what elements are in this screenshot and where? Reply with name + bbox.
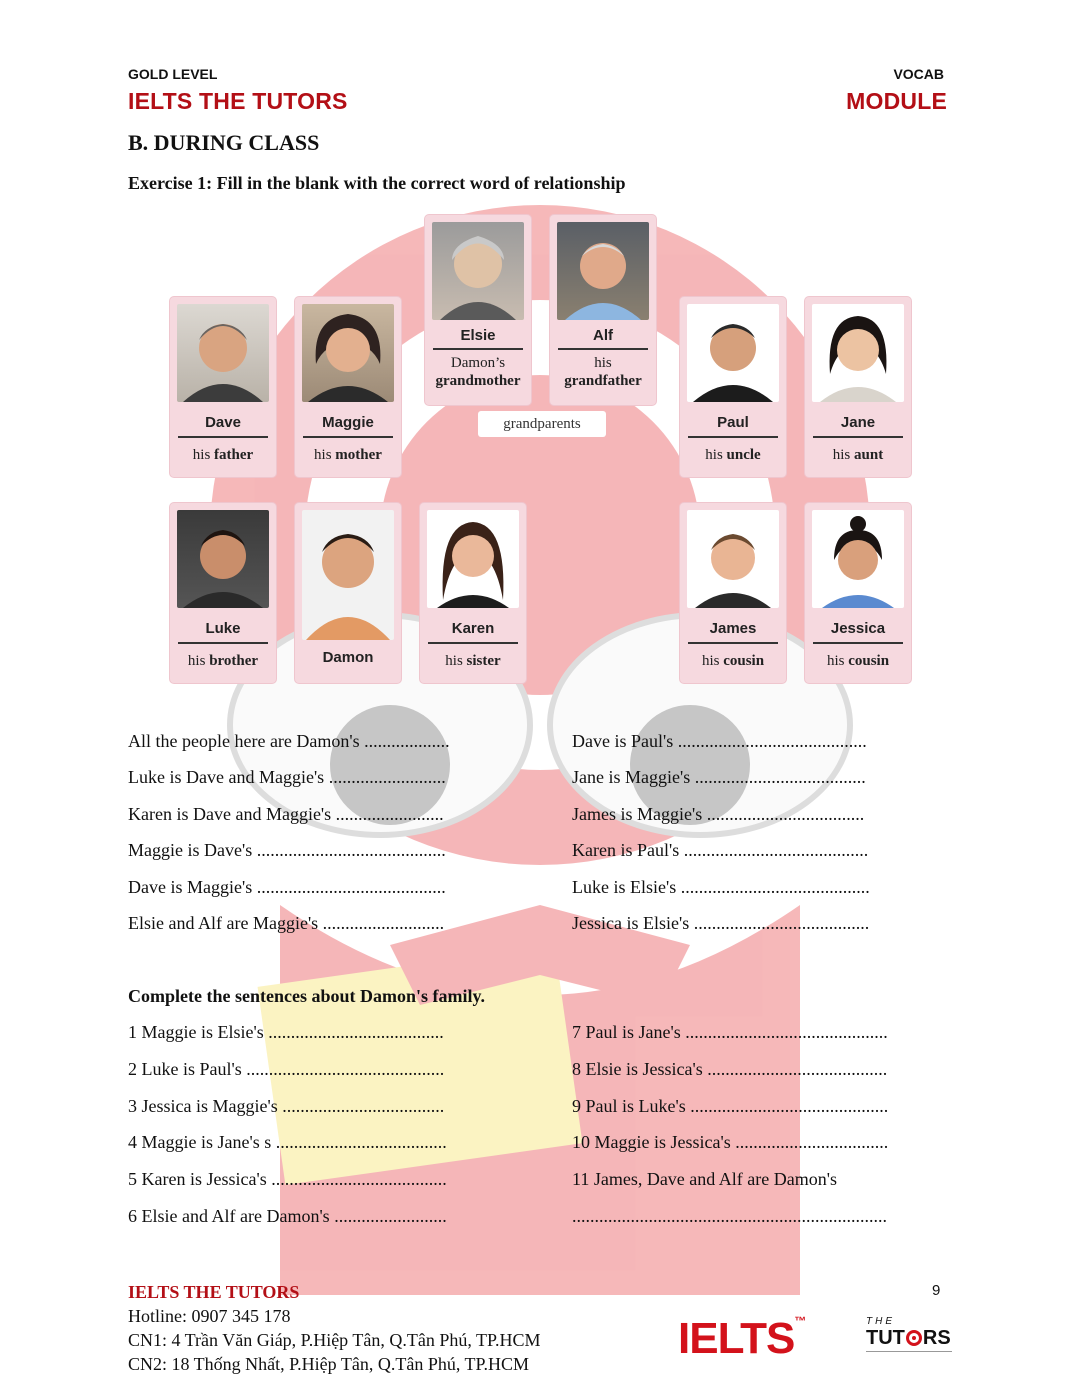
family-card <box>680 503 786 683</box>
exercise-title: Exercise 1: Fill in the blank with the correct word of relationship <box>128 173 626 193</box>
exercise1-left-line: All the people here are Damon's ................... <box>128 731 450 751</box>
exercise2-title: Complete the sentences about Damon's family. <box>128 986 485 1006</box>
person-relation-prefix: his <box>594 355 612 371</box>
exercise2-left-line: 5 Karen is Jessica's ....................................... <box>128 1169 447 1189</box>
family-card <box>420 503 526 683</box>
divider <box>178 436 268 438</box>
target-icon <box>906 1330 922 1346</box>
person-photo <box>302 510 394 640</box>
exercise2-left-line: 6 Elsie and Alf are Damon's ......................... <box>128 1206 447 1226</box>
exercise2-left-line: 1 Maggie is Elsie's ....................................... <box>128 1022 444 1042</box>
person-relation: brother <box>209 653 259 669</box>
person-relation-prefix: his <box>187 653 206 669</box>
person-relation: aunt <box>854 447 884 463</box>
divider <box>428 642 518 644</box>
person-relation-prefix: his <box>826 653 845 669</box>
the-tutors-logo <box>866 1316 958 1352</box>
person-photo <box>432 222 524 320</box>
grandparents-label: grandparents <box>478 411 606 437</box>
family-card <box>805 503 911 683</box>
person-photo <box>687 304 779 402</box>
person-relation: cousin <box>848 653 890 669</box>
person-photo <box>177 510 269 608</box>
person-relation: father <box>214 447 254 463</box>
person-relation: mother <box>335 447 382 463</box>
exercise2-right-line: 11 James, Dave and Alf are Damon's <box>572 1169 837 1189</box>
person-name: Maggie <box>322 414 374 431</box>
section-title: B. DURING CLASS <box>128 130 320 155</box>
ielts-logo-text: IELTS <box>678 1314 795 1363</box>
level-label: GOLD LEVEL <box>128 66 218 82</box>
person-name: Luke <box>205 620 241 637</box>
person-name: Dave <box>205 414 241 431</box>
person-relation: cousin <box>723 653 765 669</box>
person-name: Jane <box>840 414 876 431</box>
divider <box>813 436 903 438</box>
brand-title: IELTS THE TUTORS <box>128 88 348 114</box>
person-name: Elsie <box>460 327 496 344</box>
person-relation-prefix: his <box>445 653 463 669</box>
footer-address-2: CN2: 18 Thống Nhất, P.Hiệp Tân, Q.Tân Phú, TP.HCM <box>128 1354 530 1374</box>
divider <box>433 348 523 350</box>
exercise2-right-line: 10 Maggie is Jessica's .................................. <box>572 1132 889 1152</box>
family-card <box>295 503 401 683</box>
exercise1-left-line: Karen is Dave and Maggie's ........................ <box>128 804 444 824</box>
person-photo <box>687 510 779 608</box>
module-title: MODULE <box>846 88 947 114</box>
family-card <box>425 215 531 405</box>
exercise1-right-line: James is Maggie's ................................... <box>572 804 865 824</box>
exercise1-left-line: Maggie is Dave's .......................................... <box>128 840 446 860</box>
person-name: Karen <box>451 620 495 637</box>
person-name: Paul <box>717 414 749 431</box>
module-type-label: VOCAB <box>893 66 944 82</box>
person-name: Damon <box>322 649 374 666</box>
exercise1-left-line: Dave is Maggie's .......................................... <box>128 877 446 897</box>
exercise2-left-line: 4 Maggie is Jane's s ...................................... <box>128 1132 447 1152</box>
exercise1-right-line: Jane is Maggie's ...................................... <box>572 767 866 787</box>
footer-hotline: Hotline: 0907 345 178 <box>128 1306 291 1326</box>
family-card <box>550 215 656 405</box>
person-relation-prefix: Damon’s <box>450 355 506 371</box>
exercise2-right-line: 7 Paul is Jane's ............................................. <box>572 1022 888 1042</box>
divider <box>688 642 778 644</box>
page-number: 9 <box>932 1282 941 1299</box>
exercise1-left-line: Luke is Dave and Maggie's .......................... <box>128 767 446 787</box>
ielts-logo: IELTS™ <box>678 1314 806 1363</box>
footer-brand: IELTS THE TUTORS <box>128 1282 300 1302</box>
person-relation-prefix: his <box>705 447 723 463</box>
family-card <box>170 297 276 477</box>
family-card <box>170 503 276 683</box>
logo-rs: RS <box>922 1327 951 1349</box>
person-photo <box>812 510 904 608</box>
divider <box>688 436 778 438</box>
person-relation: sister <box>466 653 501 669</box>
person-relation: uncle <box>726 447 761 463</box>
logo-underline <box>866 1351 952 1352</box>
person-name: Jessica <box>830 620 886 637</box>
family-card <box>680 297 786 477</box>
exercise2-right-line: ...................................................................... <box>572 1206 887 1226</box>
family-card <box>805 297 911 477</box>
divider <box>558 348 648 350</box>
exercise2-right-line: 8 Elsie is Jessica's ........................................ <box>572 1059 888 1079</box>
person-photo <box>302 304 394 402</box>
family-card <box>295 297 401 477</box>
person-name: Alf <box>593 327 613 344</box>
exercise1-right-line: Dave is Paul's .......................................... <box>572 731 867 751</box>
person-photo <box>812 304 904 402</box>
person-name: James <box>709 620 757 637</box>
divider <box>178 642 268 644</box>
exercise2-left-line: 2 Luke is Paul's ............................................ <box>128 1059 445 1079</box>
footer-address-1: CN1: 4 Trần Văn Giáp, P.Hiệp Tân, Q.Tân Phú, TP.HCM <box>128 1330 541 1350</box>
divider <box>303 436 393 438</box>
person-photo <box>177 304 269 402</box>
person-relation-prefix: his <box>314 447 332 463</box>
person-relation: grandfather <box>564 373 642 389</box>
exercise1-left-line: Elsie and Alf are Maggie's ........................... <box>128 913 445 933</box>
exercise1-right-line: Karen is Paul's ......................................... <box>572 840 869 860</box>
divider <box>813 642 903 644</box>
person-relation-prefix: his <box>701 653 720 669</box>
logo-the: THE <box>866 1316 895 1327</box>
exercise2-right-line: 9 Paul is Luke's ............................................ <box>572 1096 889 1116</box>
person-relation: grandmother <box>435 373 521 389</box>
person-relation-prefix: his <box>832 447 851 463</box>
logo-tut: TUT <box>866 1327 905 1349</box>
person-relation-prefix: his <box>192 447 211 463</box>
exercise2-left-line: 3 Jessica is Maggie's .................................... <box>128 1096 445 1116</box>
exercise1-right-line: Jessica is Elsie's ....................................... <box>572 913 870 933</box>
exercise1-right-line: Luke is Elsie's .......................................... <box>572 877 870 897</box>
person-photo <box>427 510 519 608</box>
person-photo <box>557 222 649 320</box>
